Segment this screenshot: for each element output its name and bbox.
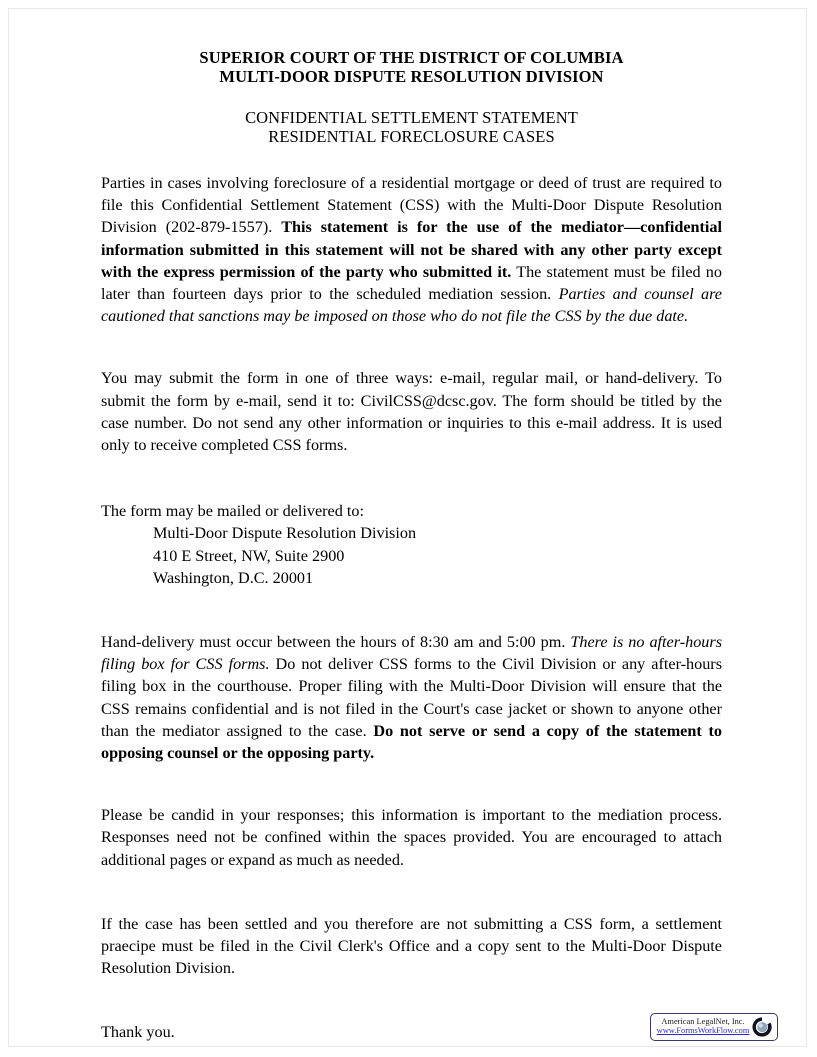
intro-text-part-1: Parties in cases involving foreclosure of a residential mortgage or deed of trust are required to file this Confidential Settlement Statement (CSS) with the Multi-Door Dispute Resolution Division (202-879-1557). bbox=[101, 174, 722, 237]
paragraph-hand-delivery bbox=[101, 631, 722, 764]
address-line-division: Multi-Door Dispute Resolution Division bbox=[153, 524, 417, 543]
footer-logo-badge bbox=[650, 1013, 778, 1041]
address-line-street: 410 E Street, NW, Suite 2900 bbox=[153, 546, 345, 565]
form-title-line-2: RESIDENTIAL FORECLOSURE CASES bbox=[268, 127, 555, 146]
paragraph-candid-responses: Please be candid in your responses; this information is important to the mediation process. Responses need not be confined within the spaces provided. You are encouraged to attach additional pages or expand as much as needed. bbox=[101, 806, 722, 869]
hand-delivery-italic: There is no after-hours filing box for CSS forms. bbox=[101, 633, 722, 674]
address-line-city-state-zip: Washington, D.C. 20001 bbox=[153, 568, 314, 587]
mailing-address-block bbox=[101, 522, 722, 589]
heading-spacer bbox=[101, 86, 722, 108]
footer-website-link[interactable]: www.FormsWorkFlow.com bbox=[656, 1026, 750, 1035]
paragraph-submission-methods: You may submit the form in one of three ways: e-mail, regular mail, or hand-delivery. To submit the form by e-mail, send it to: CivilCSS@dcsc.gov. The form should be titled by the case number. Do not send any other information or inquiries to this e-mail address. It is used only to receive completed CSS forms. bbox=[101, 369, 722, 455]
document-heading bbox=[101, 49, 722, 146]
hand-delivery-part-1: Hand-delivery must occur between the hours of 8:30 am and 5:00 pm. bbox=[101, 633, 571, 652]
paragraph-intro bbox=[101, 172, 722, 327]
intro-text-part-3: The statement must be filed no later than fourteen days prior to the scheduled mediation session. bbox=[101, 262, 722, 304]
ring-sphere-icon bbox=[750, 1015, 774, 1039]
intro-text-italic: Parties and counsel are cautioned that sanctions may be imposed on those who do not file the CSS by the due date. bbox=[101, 285, 722, 326]
hand-delivery-part-3: Do not deliver CSS forms to the Civil Division or any after-hours filing box in the courthouse. Proper filing with the Multi-Door Division will ensure that the CSS remains confidential and is not filed in the Court's case jacket or shown to anyone other than the mediator assigned to the case. bbox=[101, 655, 722, 740]
document-content bbox=[101, 49, 722, 1044]
document-page bbox=[8, 8, 807, 1047]
footer-company-name: American LegalNet, Inc. bbox=[661, 1017, 745, 1027]
intro-text-bold: This statement is for the use of the mediator—confidential information submitted in this statement will not be shared with any other party except with the express permission of the party who submitted it. bbox=[101, 218, 723, 281]
paragraph-thank-you: Thank you. bbox=[101, 1023, 175, 1042]
paragraph-settled-case: If the case has been settled and you therefore are not submitting a CSS form, a settlement praecipe must be filed in the Civil Clerk's Office and a copy sent to the Multi-Door Dispute Resolution Division. bbox=[101, 914, 722, 978]
hand-delivery-bold: Do not serve or send a copy of the statement to opposing counsel or the opposing party. bbox=[101, 721, 722, 763]
court-name-line-2: MULTI-DOOR DISPUTE RESOLUTION DIVISION bbox=[219, 66, 604, 86]
paragraph-mail-lead: The form may be mailed or delivered to: bbox=[101, 502, 364, 521]
footer-text-block bbox=[654, 1018, 750, 1036]
court-name-line-1: SUPERIOR COURT OF THE DISTRICT OF COLUMBIA bbox=[199, 48, 624, 67]
form-title-line-1: CONFIDENTIAL SETTLEMENT STATEMENT bbox=[245, 108, 578, 127]
